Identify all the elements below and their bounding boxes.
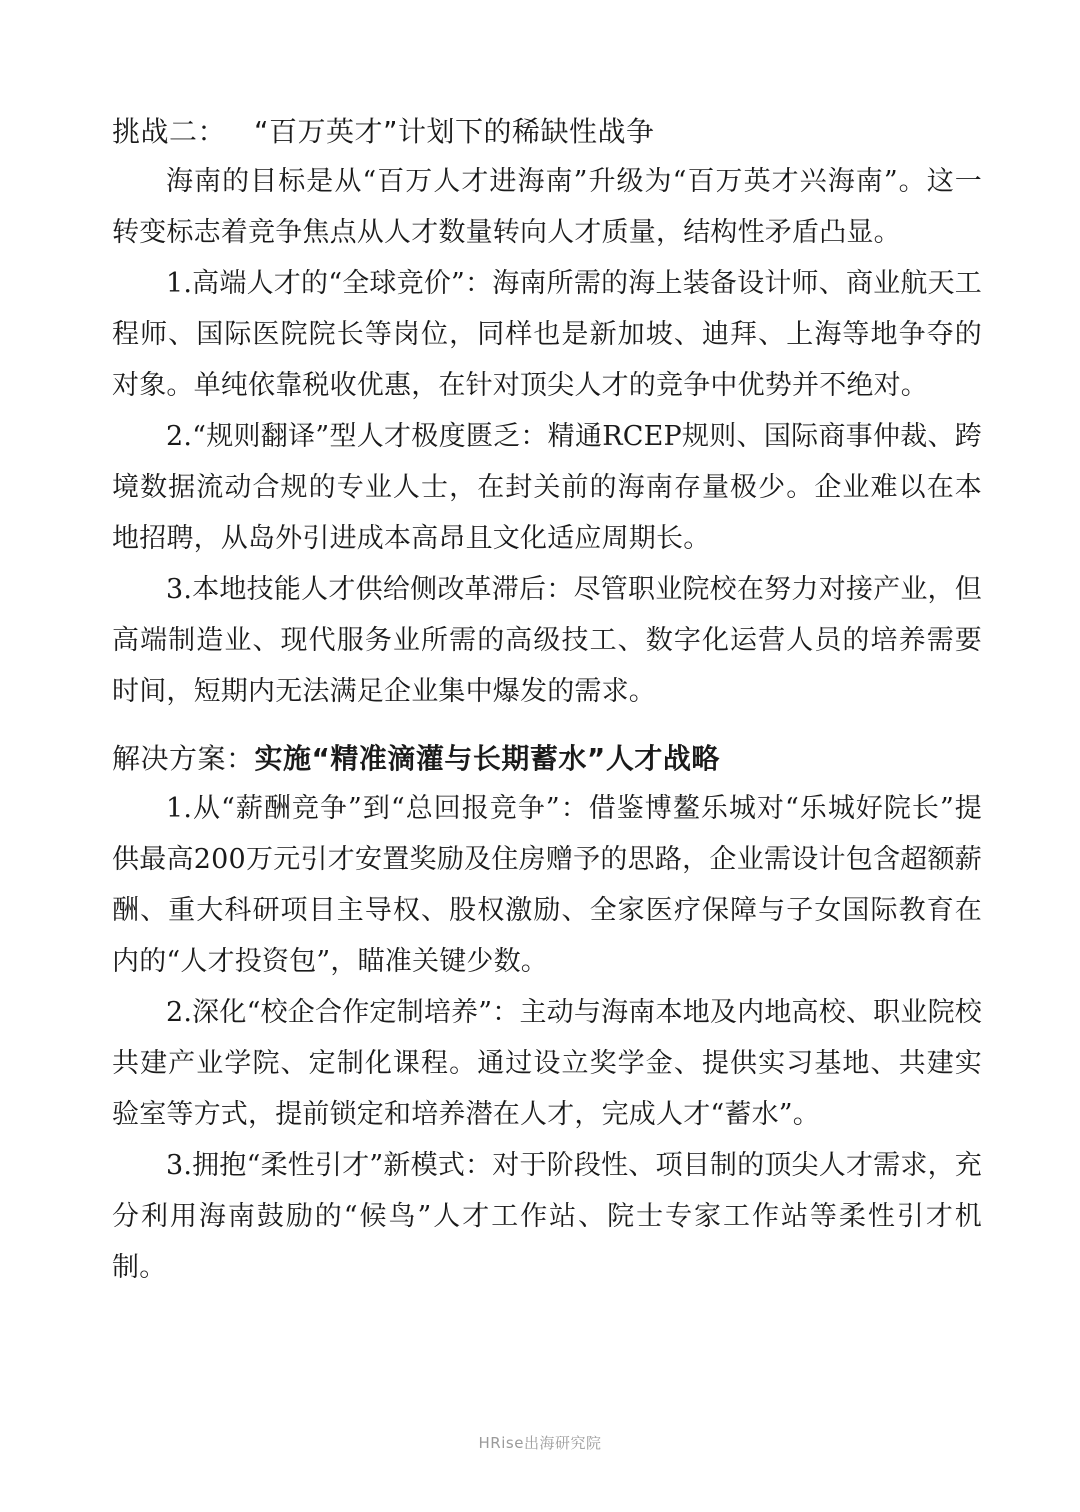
paragraph-point-2: 2.“规则翻译”型人才极度匮乏：精通RCEP规则、国际商事仲裁、跨境数据流动合规的专业人士，在封关前的海南存量极少。企业难以在本地招聘，从岛外引进成本高昂且文化适应周期长。 [112,421,982,554]
paragraph-solution-1: 1.从“薪酬竞争”到“总回报竞争”：借鉴博鳌乐城对“乐城好院长”提供最高200万元引才安置奖励及住房赠予的思路，企业需设计包含超额薪酬、重大科研项目主导权、股权激励、全家医疗保障与子女国际教育在内的“人才投资包”，瞄准关键少数。 [112,793,982,977]
paragraph-solution-3: 3.拥抱“柔性引才”新模式：对于阶段性、项目制的顶尖人才需求，充分利用海南鼓励的“候鸟”人才工作站、院士专家工作站等柔性引才机制。 [112,1150,982,1283]
paragraph-solution-2: 2.深化“校企合作定制培养”：主动与海南本地及内地高校、职业院校共建产业学院、定制化课程。通过设立奖学金、提供实习基地、共建实验室等方式，提前锁定和培养潜在人才，完成人才“蓄水”。 [112,997,982,1130]
heading-prefix: 挑战二： [112,115,227,148]
paragraph-point-1: 1.高端人才的“全球竞价”：海南所需的海上装备设计师、商业航天工程师、国际医院院长等岗位，同样也是新加坡、迪拜、上海等地争夺的对象。单纯依靠税收优惠，在针对顶尖人才的竞争中优势并不绝对。 [112,268,982,401]
section-heading-challenge [112,108,982,156]
heading-title: “百万英才”计划下的稀缺性战争 [254,115,655,148]
document-body [112,108,982,1293]
section-heading-solution [112,735,982,783]
heading-title: 实施“精准滴灌与长期蓄水”人才战略 [254,742,720,775]
heading-prefix: 解决方案： [112,742,255,775]
paragraph-point-3: 3.本地技能人才供给侧改革滞后：尽管职业院校在努力对接产业，但高端制造业、现代服务业所需的高级技工、数字化运营人员的培养需要时间，短期内无法满足企业集中爆发的需求。 [112,574,982,707]
paragraph-intro: 海南的目标是从“百万人才进海南”升级为“百万英才兴海南”。这一转变标志着竞争焦点从人才数量转向人才质量，结构性矛盾凸显。 [112,166,982,248]
footer-watermark: HRise出海研究院 [478,1434,602,1452]
